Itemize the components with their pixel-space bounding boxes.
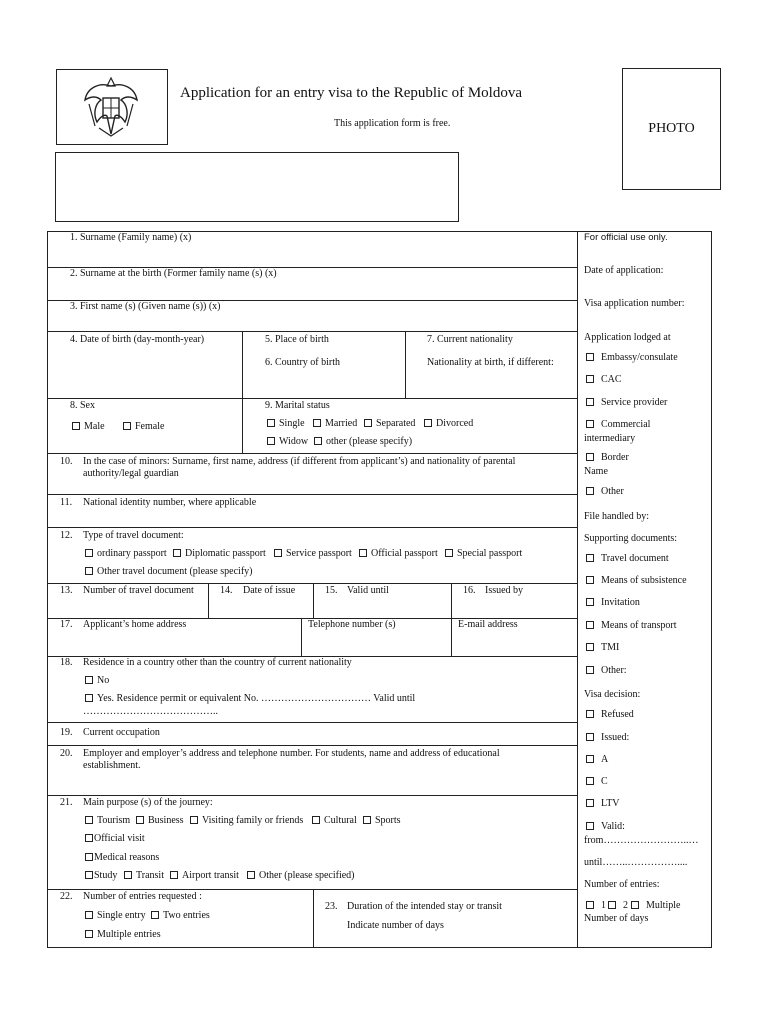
field-20-number: 20.	[60, 748, 73, 759]
residence-yes-option[interactable]: Yes. Residence permit or equivalent No. …………………………… Valid until	[85, 693, 415, 705]
checkbox[interactable]	[424, 419, 432, 427]
official-number-of-days: Number of days	[584, 913, 649, 924]
purpose-tourism-option[interactable]: Tourism	[85, 815, 130, 827]
checkbox	[586, 598, 594, 606]
field-birth-surname[interactable]: 2. Surname at the birth (Former family name (s) (x)	[70, 268, 277, 279]
checkbox	[586, 621, 594, 629]
form-title: Application for an entry visa to the Republic of Moldova	[180, 85, 523, 101]
field-travel-doc-number[interactable]: Number of travel document	[83, 585, 194, 596]
marital-separated-option[interactable]: Separated	[364, 418, 415, 430]
checkbox[interactable]	[85, 930, 93, 938]
official-valid-option: Valid:	[586, 821, 625, 833]
official-application-number: Visa application number:	[584, 298, 685, 309]
official-use-header: For official use only.	[584, 232, 668, 243]
marital-other-option[interactable]: other (please specify)	[314, 436, 412, 448]
checkbox	[586, 375, 594, 383]
official-name: Name	[584, 466, 608, 477]
field-entries-requested: Number of entries requested :	[83, 891, 202, 902]
official-cac-option: CAC	[586, 374, 622, 386]
field-valid-until[interactable]: Valid until	[347, 585, 389, 596]
official-valid-from: from……………………..…	[584, 835, 699, 846]
doc-ordinary-option[interactable]: ordinary passport	[85, 548, 167, 560]
checkbox[interactable]	[124, 871, 132, 879]
official-date-of-application: Date of application:	[584, 265, 664, 276]
official-a-option: A	[586, 754, 608, 766]
checkbox	[586, 398, 594, 406]
doc-official-option[interactable]: Official passport	[359, 548, 438, 560]
field-national-id[interactable]: National identity number, where applicable	[83, 497, 257, 508]
checkbox	[631, 901, 639, 909]
checkbox	[586, 901, 594, 909]
checkbox	[586, 777, 594, 785]
checkbox[interactable]	[274, 549, 282, 557]
checkbox[interactable]	[359, 549, 367, 557]
purpose-business-option[interactable]: Business	[136, 815, 184, 827]
official-issued-option: Issued:	[586, 732, 629, 744]
checkbox[interactable]	[363, 816, 371, 824]
sex-male-option[interactable]: Male	[72, 421, 105, 433]
official-file-handled: File handled by:	[584, 511, 649, 522]
checkbox	[586, 643, 594, 651]
field-10-number: 10.	[60, 456, 73, 467]
field-minors-guardian[interactable]: In the case of minors: Surname, first name, address (if different from applicant’s) and nationality of parental authority/legal guardian	[83, 456, 516, 479]
checkbox[interactable]	[85, 694, 93, 702]
field-telephone[interactable]: Telephone number (s)	[308, 619, 396, 630]
purpose-sports-option[interactable]: Sports	[363, 815, 401, 827]
checkbox	[586, 353, 594, 361]
field-11-number: 11.	[60, 497, 73, 508]
field-17-number: 17.	[60, 619, 73, 630]
field-sex: 8. Sex	[70, 400, 95, 411]
field-travel-document-type: Type of travel document:	[83, 530, 184, 541]
purpose-cultural-option[interactable]: Cultural	[312, 815, 357, 827]
official-lodged-at: Application lodged at	[584, 332, 671, 343]
field-19-number: 19.	[60, 727, 73, 738]
field-date-of-birth[interactable]: 4. Date of birth (day-month-year)	[70, 334, 205, 345]
official-c-option: C	[586, 776, 608, 788]
official-subsistence-option: Means of subsistence	[586, 575, 687, 587]
checkbox[interactable]	[314, 437, 322, 445]
field-number-of-days[interactable]: Indicate number of days	[347, 920, 444, 931]
doc-other-option[interactable]: Other travel document (please specify)	[85, 566, 253, 578]
field-12-number: 12.	[60, 530, 73, 541]
checkbox[interactable]	[123, 422, 131, 430]
checkbox	[586, 822, 594, 830]
field-duration-of-stay[interactable]: Duration of the intended stay or transit	[347, 901, 502, 912]
field-14-number: 14.	[220, 585, 233, 596]
checkbox[interactable]	[190, 816, 198, 824]
field-22-number: 22.	[60, 891, 73, 902]
coat-of-arms-box	[56, 69, 168, 145]
field-marital-status: 9. Marital status	[265, 400, 330, 411]
official-other2-option: Other:	[586, 665, 627, 677]
checkbox	[586, 487, 594, 495]
official-number-of-entries: Number of entries:	[584, 879, 660, 890]
residence-dots: …………………………………..	[83, 706, 218, 717]
checkbox[interactable]	[72, 422, 80, 430]
official-travel-doc-option: Travel document	[586, 553, 669, 565]
checkbox	[586, 453, 594, 461]
checkbox[interactable]	[173, 549, 181, 557]
checkbox[interactable]	[364, 419, 372, 427]
purpose-transit-option[interactable]: Transit	[124, 870, 164, 882]
form-free-note: This application form is free.	[334, 118, 451, 129]
marital-divorced-option[interactable]: Divorced	[424, 418, 473, 430]
checkbox[interactable]	[267, 437, 275, 445]
official-commercial-option: Commercial	[586, 419, 650, 431]
marital-married-option[interactable]: Married	[313, 418, 357, 430]
purpose-other-option[interactable]: Other (please specified)	[247, 870, 355, 882]
purpose-airport-transit-option[interactable]: Airport transit	[170, 870, 239, 882]
checkbox[interactable]	[85, 549, 93, 557]
field-nationality-at-birth[interactable]: Nationality at birth, if different:	[427, 357, 554, 368]
marital-single-option[interactable]: Single	[267, 418, 305, 430]
field-home-address[interactable]: Applicant’s home address	[83, 619, 187, 630]
checkbox[interactable]	[85, 871, 93, 879]
checkbox	[608, 901, 616, 909]
entries-single-option[interactable]: Single entry	[85, 910, 146, 922]
field-email[interactable]: E-mail address	[458, 619, 518, 630]
checkbox[interactable]	[170, 871, 178, 879]
entries-multiple-option[interactable]: Multiple entries	[85, 929, 161, 941]
purpose-official-visit-option[interactable]: Official visit	[85, 833, 145, 845]
field-13-number: 13.	[60, 585, 73, 596]
doc-special-option[interactable]: Special passport	[445, 548, 522, 560]
field-18-number: 18.	[60, 657, 73, 668]
official-service-provider-option: Service provider	[586, 397, 667, 409]
official-valid-until: until……..……………....	[584, 857, 688, 868]
checkbox[interactable]	[85, 853, 93, 861]
checkbox	[586, 755, 594, 763]
official-other-option: Other	[586, 486, 624, 498]
field-country-of-birth[interactable]: 6. Country of birth	[265, 357, 340, 368]
checkbox	[586, 420, 594, 428]
field-first-name[interactable]: 3. First name (s) (Given name (s)) (x)	[70, 301, 221, 312]
purpose-visiting-option[interactable]: Visiting family or friends	[190, 815, 303, 827]
field-residence-other: Residence in a country other than the country of current nationality	[83, 657, 352, 668]
checkbox[interactable]	[85, 834, 93, 842]
checkbox[interactable]	[247, 871, 255, 879]
field-21-number: 21.	[60, 797, 73, 808]
checkbox	[586, 799, 594, 807]
purpose-medical-option[interactable]: Medical reasons	[85, 852, 159, 864]
field-date-of-issue[interactable]: Date of issue	[243, 585, 296, 596]
field-main-purpose: Main purpose (s) of the journey:	[83, 797, 213, 808]
field-surname[interactable]: 1. Surname (Family name) (x)	[70, 232, 192, 243]
checkbox[interactable]	[267, 419, 275, 427]
official-refused-option: Refused	[586, 709, 634, 721]
checkbox	[586, 554, 594, 562]
official-visa-decision: Visa decision:	[584, 689, 641, 700]
field-issued-by[interactable]: Issued by	[485, 585, 524, 596]
field-employer[interactable]: Employer and employer’s address and telephone number. For students, name and address of educational establishment.	[83, 748, 500, 771]
field-current-nationality[interactable]: 7. Current nationality	[427, 334, 513, 345]
doc-diplomatic-option[interactable]: Diplomatic passport	[173, 548, 266, 560]
photo-box[interactable]: PHOTO	[622, 68, 721, 190]
marital-widow-option[interactable]: Widow	[267, 436, 308, 448]
sex-female-option[interactable]: Female	[123, 421, 164, 433]
official-transport-option: Means of transport	[586, 620, 677, 632]
entries-two-option[interactable]: Two entries	[151, 910, 210, 922]
checkbox[interactable]	[151, 911, 159, 919]
checkbox[interactable]	[136, 816, 144, 824]
checkbox[interactable]	[85, 911, 93, 919]
official-invitation-option: Invitation	[586, 597, 640, 609]
checkbox	[586, 733, 594, 741]
official-border-option: Border	[586, 452, 629, 464]
checkbox[interactable]	[85, 816, 93, 824]
checkbox	[586, 666, 594, 674]
official-embassy-option: Embassy/consulate	[586, 352, 678, 364]
coat-of-arms-emblem	[81, 74, 141, 140]
purpose-study-option[interactable]: Study	[85, 870, 117, 882]
checkbox[interactable]	[445, 549, 453, 557]
checkbox[interactable]	[85, 676, 93, 684]
official-intermediary: intermediary	[584, 433, 636, 444]
field-16-number: 16.	[463, 585, 476, 596]
field-current-occupation[interactable]: Current occupation	[83, 727, 160, 738]
barcode-box	[55, 152, 459, 222]
field-23-number: 23.	[325, 901, 338, 912]
official-tmi-option: TMI	[586, 642, 619, 654]
checkbox	[586, 710, 594, 718]
field-15-number: 15.	[325, 585, 338, 596]
doc-service-option[interactable]: Service passport	[274, 548, 352, 560]
checkbox[interactable]	[313, 419, 321, 427]
checkbox[interactable]	[85, 567, 93, 575]
field-place-of-birth[interactable]: 5. Place of birth	[265, 334, 329, 345]
official-ltv-option: LTV	[586, 798, 620, 810]
official-supporting-docs: Supporting documents:	[584, 533, 678, 544]
checkbox	[586, 576, 594, 584]
residence-no-option[interactable]: No	[85, 675, 109, 687]
checkbox[interactable]	[312, 816, 320, 824]
official-entries-options: 1 2 Multiple	[586, 900, 680, 912]
